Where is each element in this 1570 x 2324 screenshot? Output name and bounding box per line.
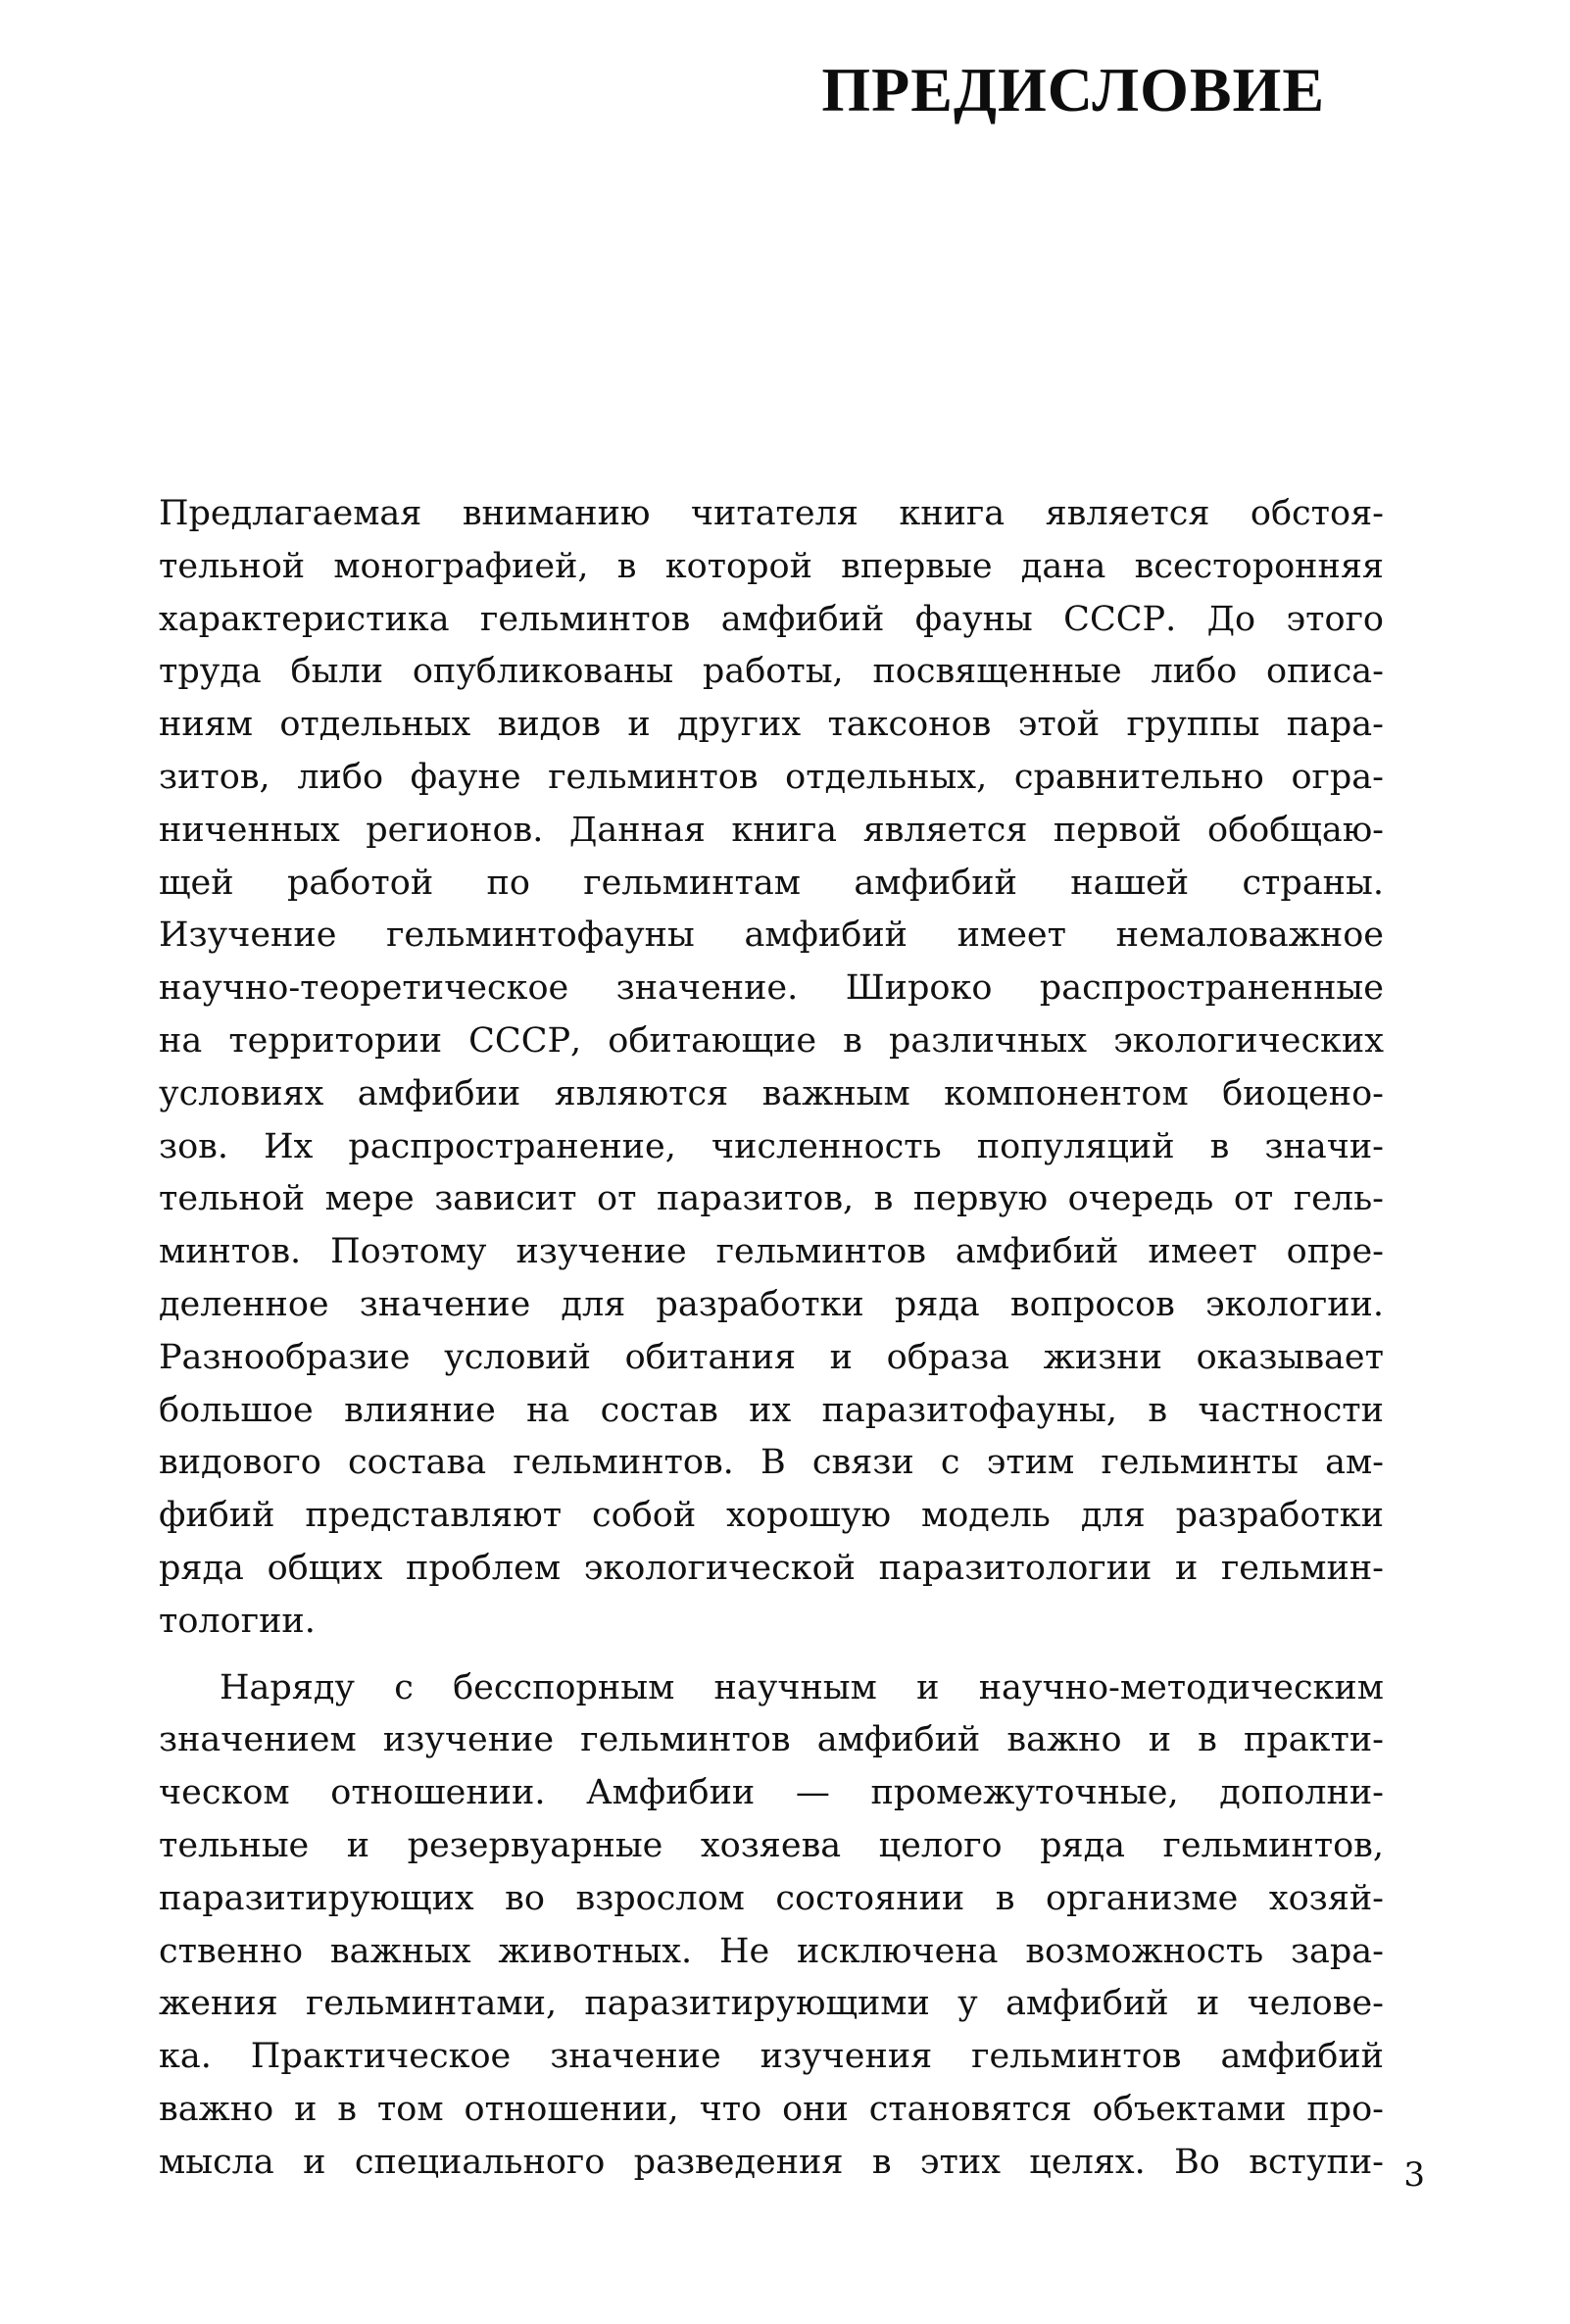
text-line: мысла и специального разведения в этих целях. Во вступи- [159,2142,1384,2182]
text-line: труда были опубликованы работы, посвященные либо описа- [159,652,1384,692]
text-line: ниям отдельных видов и других таксонов этой группы пара- [159,705,1384,745]
text-line: деленное значение для разработки ряда вопросов экологии. [159,1284,1384,1324]
text-line: Наряду с бесспорным научным и научно-методическим [220,1667,1384,1707]
text-line: условиях амфибии являются важным компонентом биоцено- [159,1073,1384,1113]
text-line: характеристика гельминтов амфибий фауны СССР. До этого [159,599,1384,639]
text-line: на территории СССР, обитающие в различных экологических [159,1020,1384,1061]
text-line: жения гельминтами, паразитирующими у амфибий и челове- [159,1984,1384,2024]
page-title: ПРЕДИСЛОВИЕ [821,55,1325,124]
text-line: паразитирующих во взрослом состоянии в организме хозяй- [159,1878,1384,1918]
text-line: ниченных регионов. Данная книга является первой обобщаю- [159,810,1384,850]
text-line: тельные и резервуарные хозяева целого ряда гельминтов, [159,1825,1384,1865]
paragraph-1 [159,488,1384,1649]
paragraph-2 [159,1662,1384,2190]
text-line: зитов, либо фауне гельминтов отдельных, сравнительно огра- [159,757,1384,797]
text-line: видового состава гельминтов. В связи с этим гельминты ам- [159,1443,1384,1483]
text-line: значением изучение гельминтов амфибий важно и в практи- [159,1720,1384,1760]
text-line: тельной мере зависит от паразитов, в первую очередь от гель- [159,1179,1384,1219]
page-number: 3 [1403,2155,1425,2195]
text-line: ческом отношении. Амфибии — промежуточные, дополни- [159,1773,1384,1813]
text-line: Изучение гельминтофауны амфибий имеет немаловажное [159,915,1384,956]
text-line: большое влияние на состав их паразитофауны, в частности [159,1390,1384,1430]
text-line: Предлагаемая вниманию читателя книга является обстоя- [159,494,1384,533]
text-line: Разнообразие условий обитания и образа жизни оказывает [159,1337,1384,1377]
text-line: важно и в том отношении, что они становятся объектами про- [159,2089,1384,2129]
text-line: ственно важных животных. Не исключена возможность зара- [159,1931,1384,1971]
text-line: щей работой по гельминтам амфибий нашей страны. [159,863,1384,903]
text-line: зов. Их распространение, численность популяций в значи- [159,1126,1384,1166]
text-line: ряда общих проблем экологической паразитологии и гельмин- [159,1548,1384,1588]
text-line: научно-теоретическое значение. Широко распространенные [159,968,1384,1009]
text-line: тельной монографией, в которой впервые дана всесторонняя [159,546,1384,586]
text-line: ка. Практическое значение изучения гельминтов амфибий [159,2037,1384,2077]
text-line: тологии. [159,1601,316,1641]
text-line: минтов. Поэтому изучение гельминтов амфибий имеет опре- [159,1232,1384,1272]
text-line: фибий представляют собой хорошую модель для разработки [159,1496,1384,1536]
body-text [159,488,1384,2190]
